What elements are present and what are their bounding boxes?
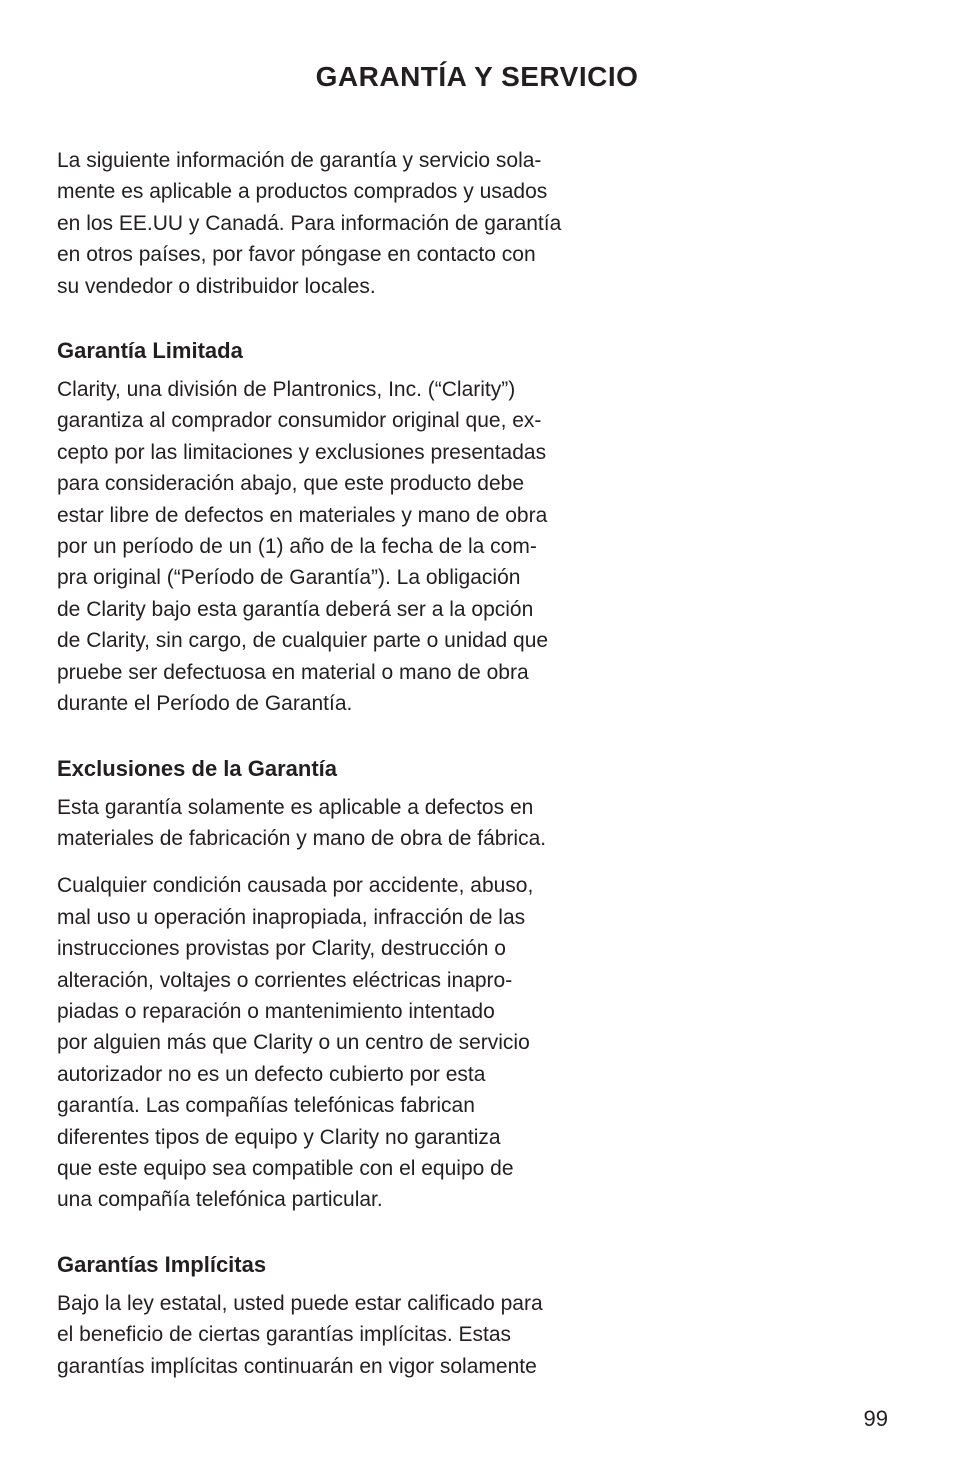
section-heading: Garantías Implícitas — [57, 1251, 267, 1277]
section-garantia-limitada — [57, 336, 577, 719]
section-exclusiones — [57, 754, 577, 1216]
section-garantias-implicitas — [57, 1250, 577, 1382]
section-paragraph: Cualquier condición causada por accidente, abuso, mal uso u operación inapropiada, infracción de las instrucciones provistas por Clarity, destrucción o alteración, voltajes o corrientes eléctricas inapro- piadas o reparación o mantenimiento intentado por alguien más que Clarity o un centro de servicio autorizador no es un defecto cubierto por esta garantía. Las compañías telefónicas fabrican diferentes tipos de equipo y Clarity no garantiza que este equipo sea compatible con el equipo de una compañía telefónica particular. — [57, 874, 534, 1212]
intro-paragraph: La siguiente información de garantía y servicio sola- mente es aplicable a productos comprados y usados en los EE.UU y Canadá. Para información de garantía en otros países, por favor póngase en contacto con su vendedor o distribuidor locales. — [57, 149, 562, 298]
body-column — [57, 145, 577, 1382]
section-paragraph: Clarity, una división de Plantronics, Inc. (“Clarity”) garantiza al comprador consumidor original que, ex- cepto por las limitaciones y exclusiones presentadas para consideración abajo, que este producto debe estar libre de defectos en materiales y mano de obra por un período de un (1) año de la fecha de la com- pra original (“Período de Garantía”). La obligación de Clarity bajo esta garantía deberá ser a la opción de Clarity, sin cargo, de cualquier parte o unidad que pruebe ser defectuosa en material o mano de obra durante el Período de Garantía. — [57, 378, 549, 716]
section-paragraph: Bajo la ley estatal, usted puede estar calificado para el beneficio de ciertas garantías implícitas. Estas garantías implícitas continuarán en vigor solamente — [57, 1291, 543, 1378]
page-number: 99 — [863, 1406, 888, 1431]
section-heading: Exclusiones de la Garantía — [57, 755, 338, 781]
section-heading: Garantía Limitada — [57, 338, 243, 364]
page-title: GARANTÍA Y SERVICIO — [315, 61, 639, 92]
section-paragraph: Esta garantía solamente es aplicable a defectos en materiales de fabricación y mano de obra de fábrica. — [57, 795, 547, 850]
